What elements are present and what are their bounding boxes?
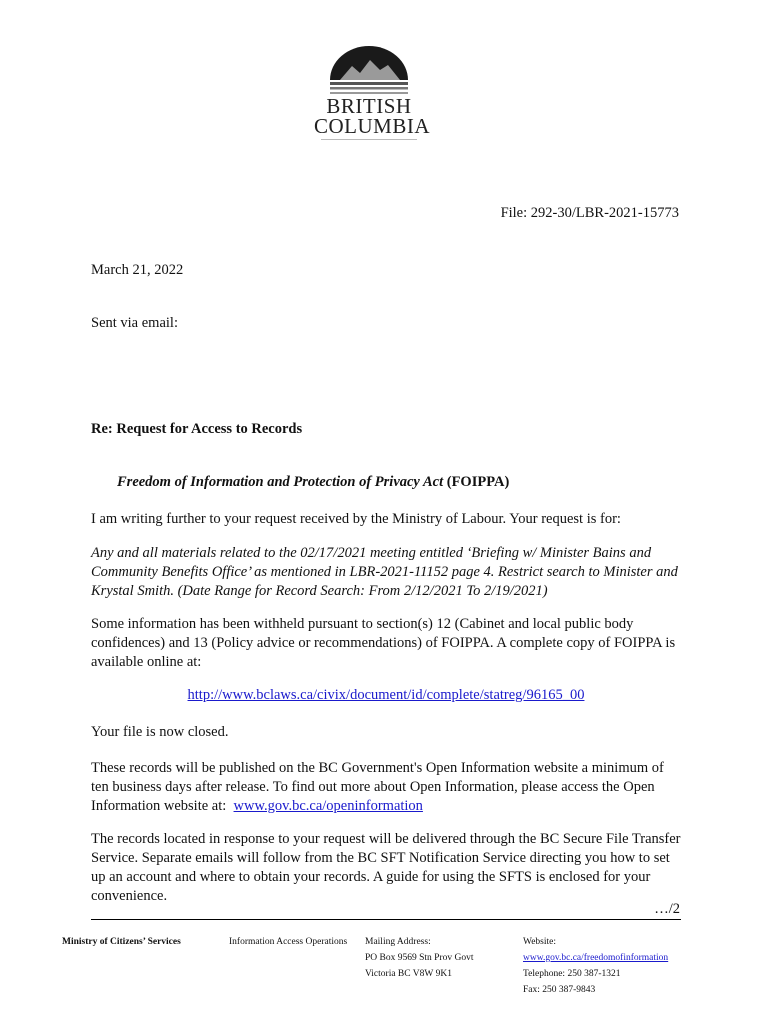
mailing-label: Mailing Address: xyxy=(365,937,431,947)
logo-text-british: BRITISH xyxy=(326,94,412,118)
sent-via: Sent via email: xyxy=(91,315,178,331)
foippa-link[interactable]: http://www.bclaws.ca/civix/document/id/complete/statreg/96165_00 xyxy=(187,687,585,703)
subject-line: Re: Request for Access to Records xyxy=(91,421,303,437)
letter-date: March 21, 2022 xyxy=(91,262,184,278)
footer-contact xyxy=(523,934,668,998)
open-info-text: These records will be published on the BC Government's Open Information website a minimum of ten business days after release. To find out more about Open Information, please access the Open Information website at: xyxy=(91,760,664,814)
act-abbr: (FOIPPA) xyxy=(446,474,510,490)
intro-paragraph: I am writing further to your request received by the Ministry of Labour. Your request is for: xyxy=(91,511,621,527)
footer-ministry: Ministry of Citizens’ Services xyxy=(62,937,181,947)
mailing-line1: PO Box 9569 Stn Prov Govt xyxy=(365,953,474,963)
bc-sun-mountain-icon xyxy=(328,46,410,96)
logo-underline xyxy=(321,139,417,140)
page-marker: …/2 xyxy=(654,901,680,917)
telephone: Telephone: 250 387-1321 xyxy=(523,969,621,979)
logo-text-columbia: COLUMBIA xyxy=(314,114,431,138)
open-info-paragraph xyxy=(91,759,681,816)
foippa-link-line xyxy=(91,687,681,704)
mailing-line2: Victoria BC V8W 9K1 xyxy=(365,969,452,979)
withheld-paragraph: Some information has been withheld pursuant to section(s) 12 (Cabinet and local public body confidences) and 13 (Policy advice or recommendations) of FOIPPA. A complete copy of FOIPPA is available online at: xyxy=(91,616,676,670)
fax: Fax: 250 387-9843 xyxy=(523,985,596,995)
open-info-link[interactable]: www.gov.bc.ca/openinformation xyxy=(233,798,423,814)
bc-logo xyxy=(314,46,431,140)
act-name: Freedom of Information and Protection of Privacy Act xyxy=(117,474,444,490)
footer-divider xyxy=(91,919,681,920)
website-link[interactable]: www.gov.bc.ca/freedomofinformation xyxy=(523,953,669,963)
request-quote: Any and all materials related to the 02/17/2021 meeting entitled ‘Briefing w/ Minister Bains and Community Benefits Office’ as mentioned in LBR-2021-11152 page 4. Restrict search to Minister and Krystal Smith. (Date Range for Record Search: From 2/12/2021 To 2/19/2021) xyxy=(91,545,678,599)
footer-mailing xyxy=(365,934,473,982)
website-label: Website: xyxy=(523,937,557,947)
closed-paragraph: Your file is now closed. xyxy=(91,724,229,740)
footer-division: Information Access Operations xyxy=(229,937,348,947)
records-paragraph: The records located in response to your request will be delivered through the BC Secure File Transfer Service. Separate emails will follow from the BC SFT Notification Service directing you how to set up an account and where to obtain your records. A guide for using the SFTS is enclosed for your convenience. xyxy=(91,831,681,904)
act-title xyxy=(117,473,707,492)
file-reference: File: 292-30/LBR-2021-15773 xyxy=(500,205,679,221)
